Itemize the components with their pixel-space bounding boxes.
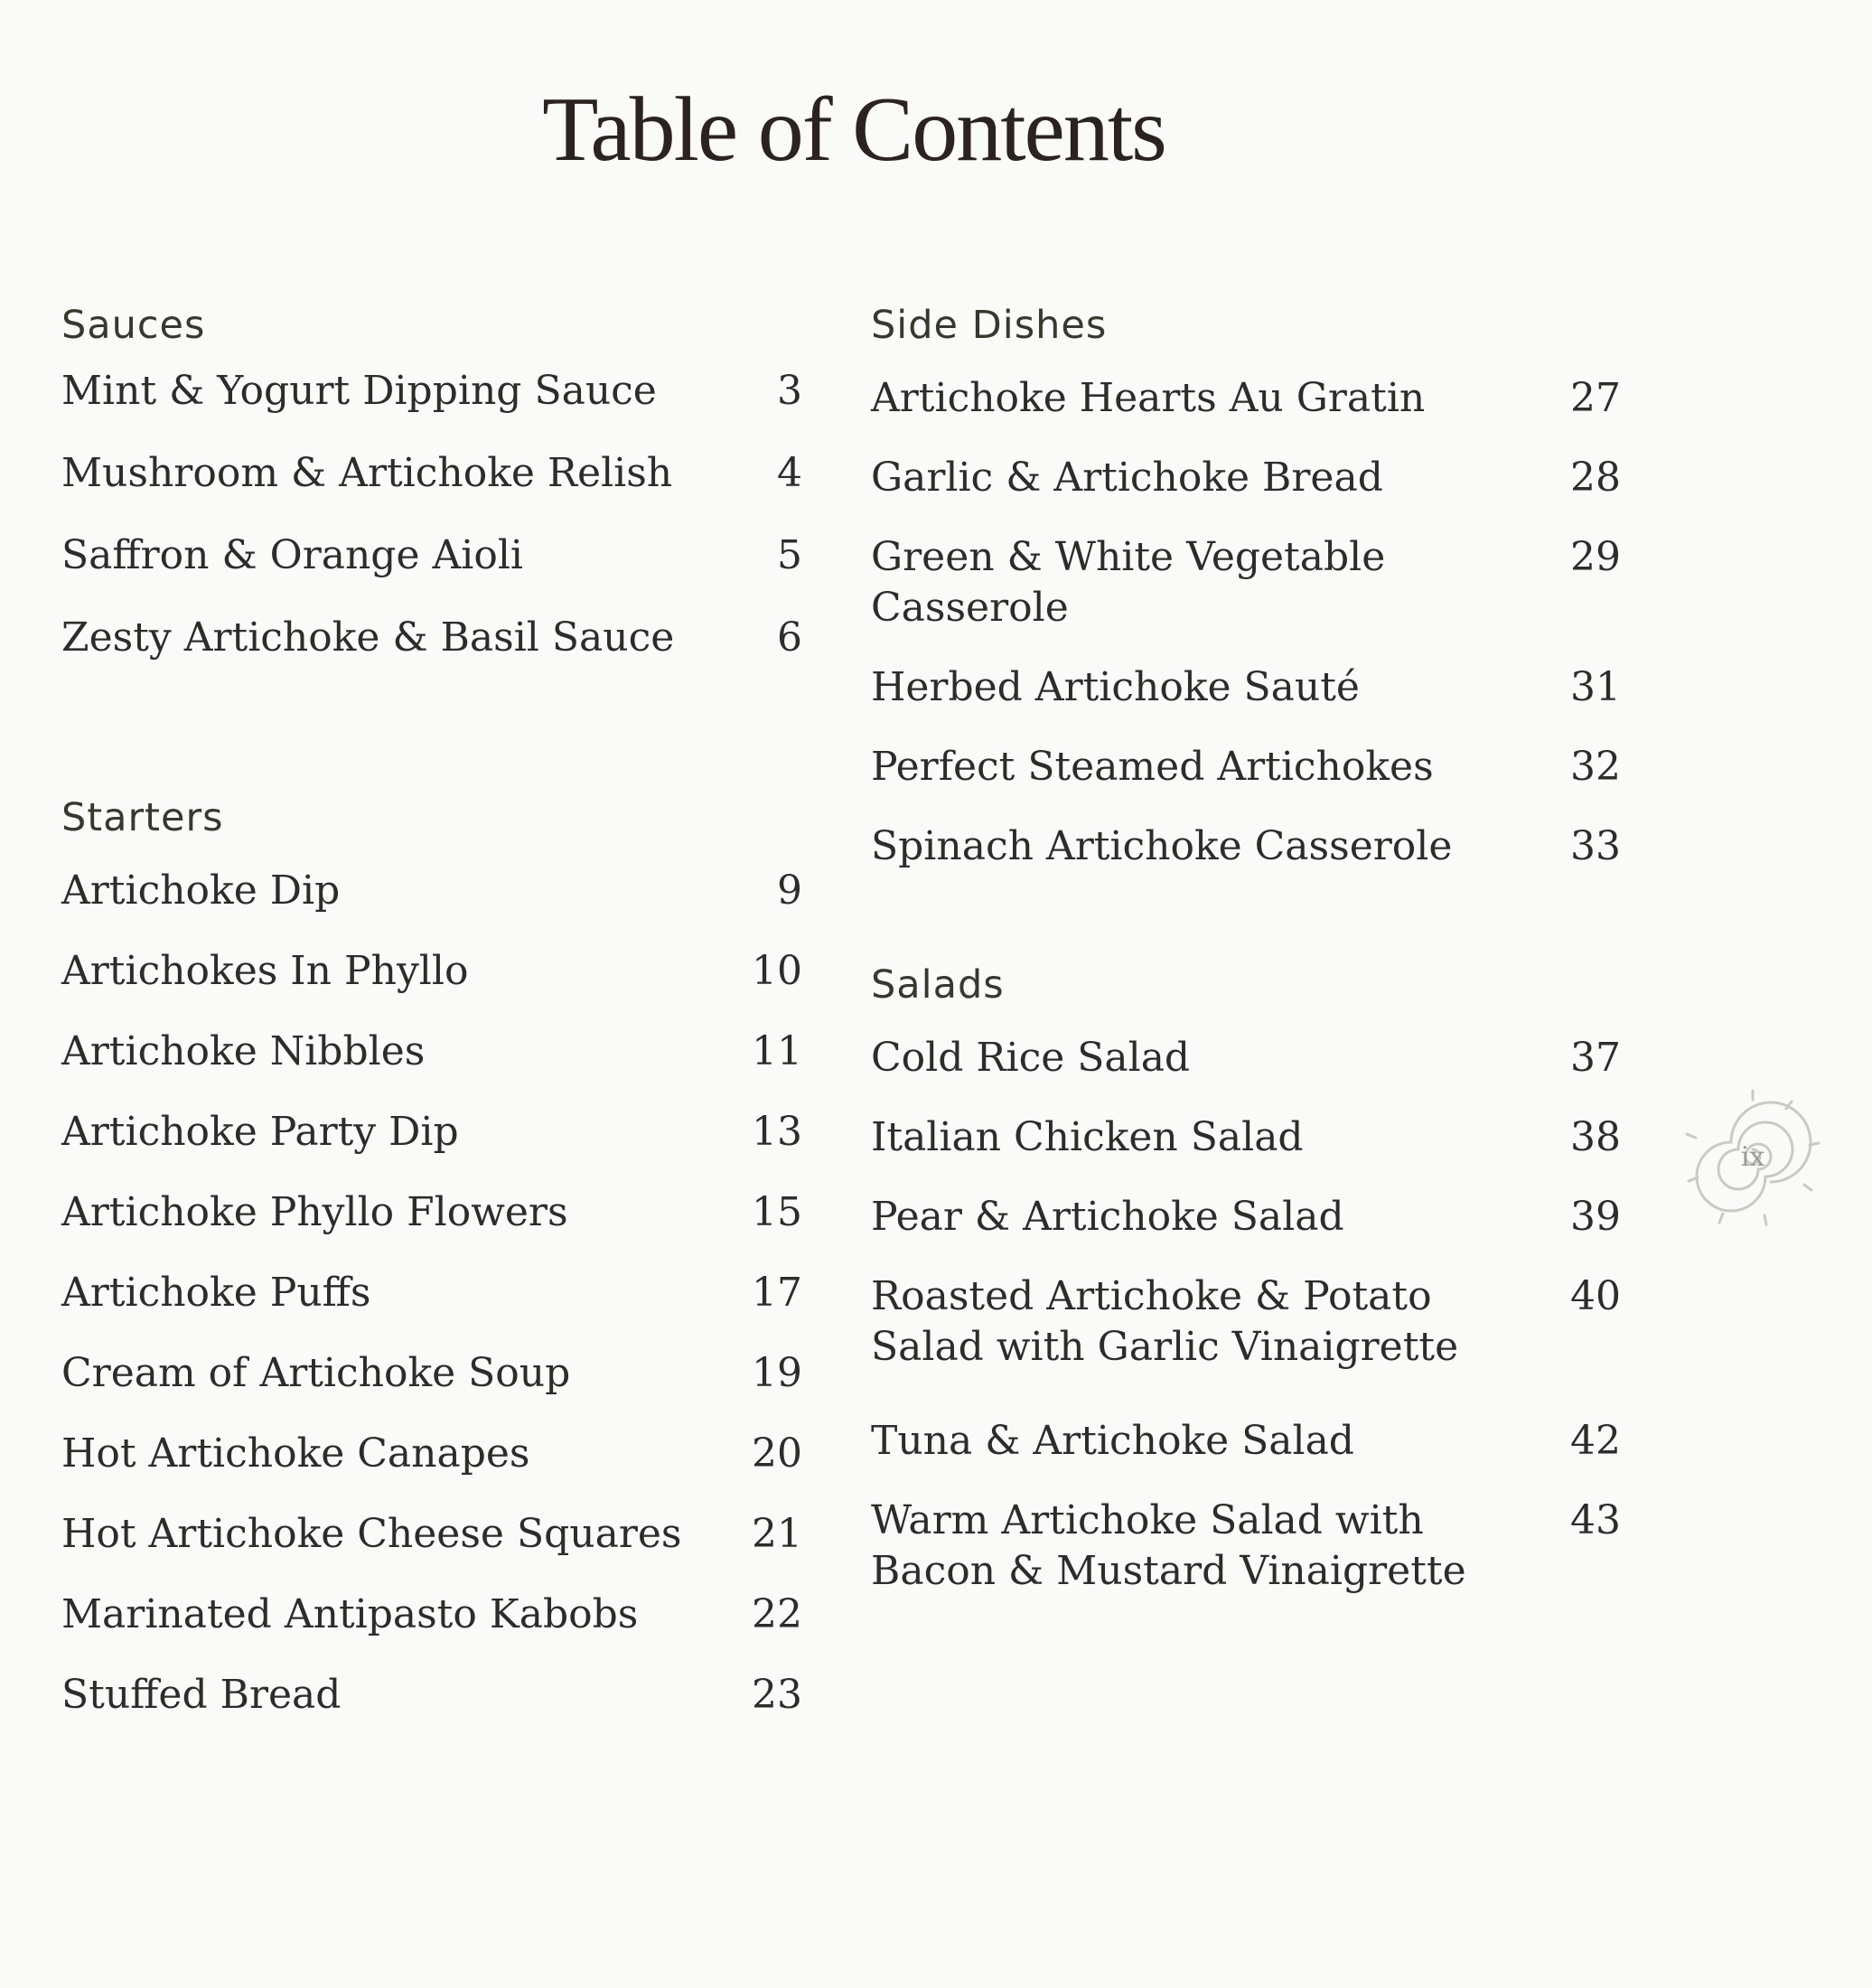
- entry-title: Herbed Artichoke Sauté: [871, 664, 1360, 710]
- entry-page-number: 5: [777, 532, 802, 578]
- entry-page-number: 28: [1570, 455, 1621, 501]
- toc-entry[interactable]: [61, 1348, 802, 1399]
- section-heading: Salads: [871, 962, 1005, 1008]
- entry-page-number: 23: [752, 1672, 802, 1718]
- toc-entry[interactable]: [61, 1027, 802, 1077]
- section-sauces: [61, 303, 802, 663]
- entry-page-number: 19: [752, 1350, 802, 1396]
- entry-page-number: 40: [1570, 1273, 1621, 1319]
- entry-title: Cream of Artichoke Soup: [61, 1350, 571, 1396]
- entry-title: Artichoke Phyllo Flowers: [61, 1189, 568, 1235]
- toc-entry[interactable]: [61, 946, 802, 997]
- entry-page-number: 21: [752, 1511, 802, 1557]
- toc-entry[interactable]: [61, 866, 802, 916]
- entry-page-number: 43: [1570, 1497, 1621, 1543]
- toc-entry[interactable]: [871, 1271, 1621, 1373]
- section-heading: Side Dishes: [871, 303, 1108, 348]
- entry-title: Perfect Steamed Artichokes: [871, 744, 1434, 790]
- page-number-badge: [1676, 1080, 1830, 1233]
- toc-entry[interactable]: [61, 448, 802, 499]
- toc-entry[interactable]: [871, 1496, 1621, 1597]
- entry-title: Warm Artichoke Salad with Bacon & Mustard Vinaigrette: [871, 1497, 1466, 1594]
- entry-title: Mint & Yogurt Dipping Sauce: [61, 368, 657, 414]
- entry-page-number: 6: [777, 614, 802, 661]
- entry-page-number: 33: [1570, 823, 1621, 869]
- entry-page-number: 4: [777, 450, 802, 496]
- toc-entry[interactable]: [871, 453, 1621, 503]
- entry-title: Tuna & Artichoke Salad: [871, 1418, 1354, 1464]
- toc-entry[interactable]: [61, 1509, 802, 1560]
- page-number: ix: [1740, 1140, 1765, 1173]
- entry-page-number: 39: [1570, 1194, 1621, 1240]
- entry-page-number: 13: [752, 1109, 802, 1155]
- entry-title: Hot Artichoke Cheese Squares: [61, 1511, 682, 1557]
- section-heading: Starters: [61, 795, 224, 840]
- entry-title: Hot Artichoke Canapes: [61, 1430, 530, 1477]
- toc-entry[interactable]: [871, 1112, 1621, 1163]
- toc-entry[interactable]: [61, 1670, 802, 1721]
- section-side-dishes: [871, 303, 1621, 872]
- entry-title: Spinach Artichoke Casserole: [871, 823, 1453, 869]
- section-salads: [871, 962, 1621, 1597]
- toc-entry[interactable]: [61, 613, 802, 663]
- entry-page-number: 29: [1570, 534, 1621, 580]
- toc-entry[interactable]: [61, 1187, 802, 1238]
- section-starters: [61, 795, 802, 1721]
- entry-title: Artichoke Puffs: [61, 1270, 371, 1316]
- entry-title: Artichoke Dip: [61, 867, 341, 914]
- entry-page-number: 20: [752, 1430, 802, 1477]
- entry-title: Cold Rice Salad: [871, 1035, 1191, 1081]
- page-title: Table of Contents: [542, 79, 1165, 181]
- toc-entry[interactable]: [871, 742, 1621, 792]
- entry-page-number: 27: [1570, 375, 1621, 421]
- entry-title: Artichoke Hearts Au Gratin: [871, 375, 1426, 421]
- entry-title: Mushroom & Artichoke Relish: [61, 450, 673, 496]
- toc-entry[interactable]: [61, 1589, 802, 1640]
- entry-title: Italian Chicken Salad: [871, 1114, 1304, 1160]
- entry-page-number: 38: [1570, 1114, 1621, 1160]
- toc-entry[interactable]: [61, 366, 802, 417]
- toc-entry[interactable]: [61, 1429, 802, 1479]
- entry-page-number: 3: [777, 368, 802, 414]
- entry-title: Garlic & Artichoke Bread: [871, 455, 1383, 501]
- entry-page-number: 15: [752, 1189, 802, 1235]
- entry-page-number: 32: [1570, 744, 1621, 790]
- entry-title: Roasted Artichoke & Potato Salad with Garlic Vinaigrette: [871, 1273, 1459, 1370]
- entry-title: Pear & Artichoke Salad: [871, 1194, 1344, 1240]
- entry-page-number: 17: [752, 1270, 802, 1316]
- toc-entry[interactable]: [871, 1192, 1621, 1242]
- toc-entry[interactable]: [871, 821, 1621, 872]
- entry-title: Artichokes In Phyllo: [61, 948, 469, 994]
- entry-page-number: 22: [752, 1591, 802, 1637]
- entry-page-number: 9: [777, 867, 802, 914]
- toc-entry[interactable]: [871, 662, 1621, 713]
- entry-page-number: 37: [1570, 1035, 1621, 1081]
- entry-title: Saffron & Orange Aioli: [61, 532, 523, 578]
- entry-page-number: 10: [752, 948, 802, 994]
- entry-title: Green & White Vegetable Casserole: [871, 534, 1386, 631]
- entry-title: Artichoke Nibbles: [61, 1028, 426, 1074]
- entry-title: Zesty Artichoke & Basil Sauce: [61, 614, 675, 661]
- entry-title: Stuffed Bread: [61, 1672, 342, 1718]
- toc-entry[interactable]: [61, 530, 802, 581]
- entry-page-number: 11: [752, 1028, 802, 1074]
- toc-entry[interactable]: [61, 1268, 802, 1318]
- entry-title: Artichoke Party Dip: [61, 1109, 459, 1155]
- toc-entry[interactable]: [61, 1107, 802, 1158]
- section-heading: Sauces: [61, 303, 206, 348]
- entry-page-number: 31: [1570, 664, 1621, 710]
- toc-entry[interactable]: [871, 1416, 1621, 1467]
- toc-entry[interactable]: [871, 532, 1621, 633]
- toc-entry[interactable]: [871, 1033, 1621, 1083]
- entry-page-number: 42: [1570, 1418, 1621, 1464]
- entry-title: Marinated Antipasto Kabobs: [61, 1591, 639, 1637]
- toc-entry[interactable]: [871, 373, 1621, 424]
